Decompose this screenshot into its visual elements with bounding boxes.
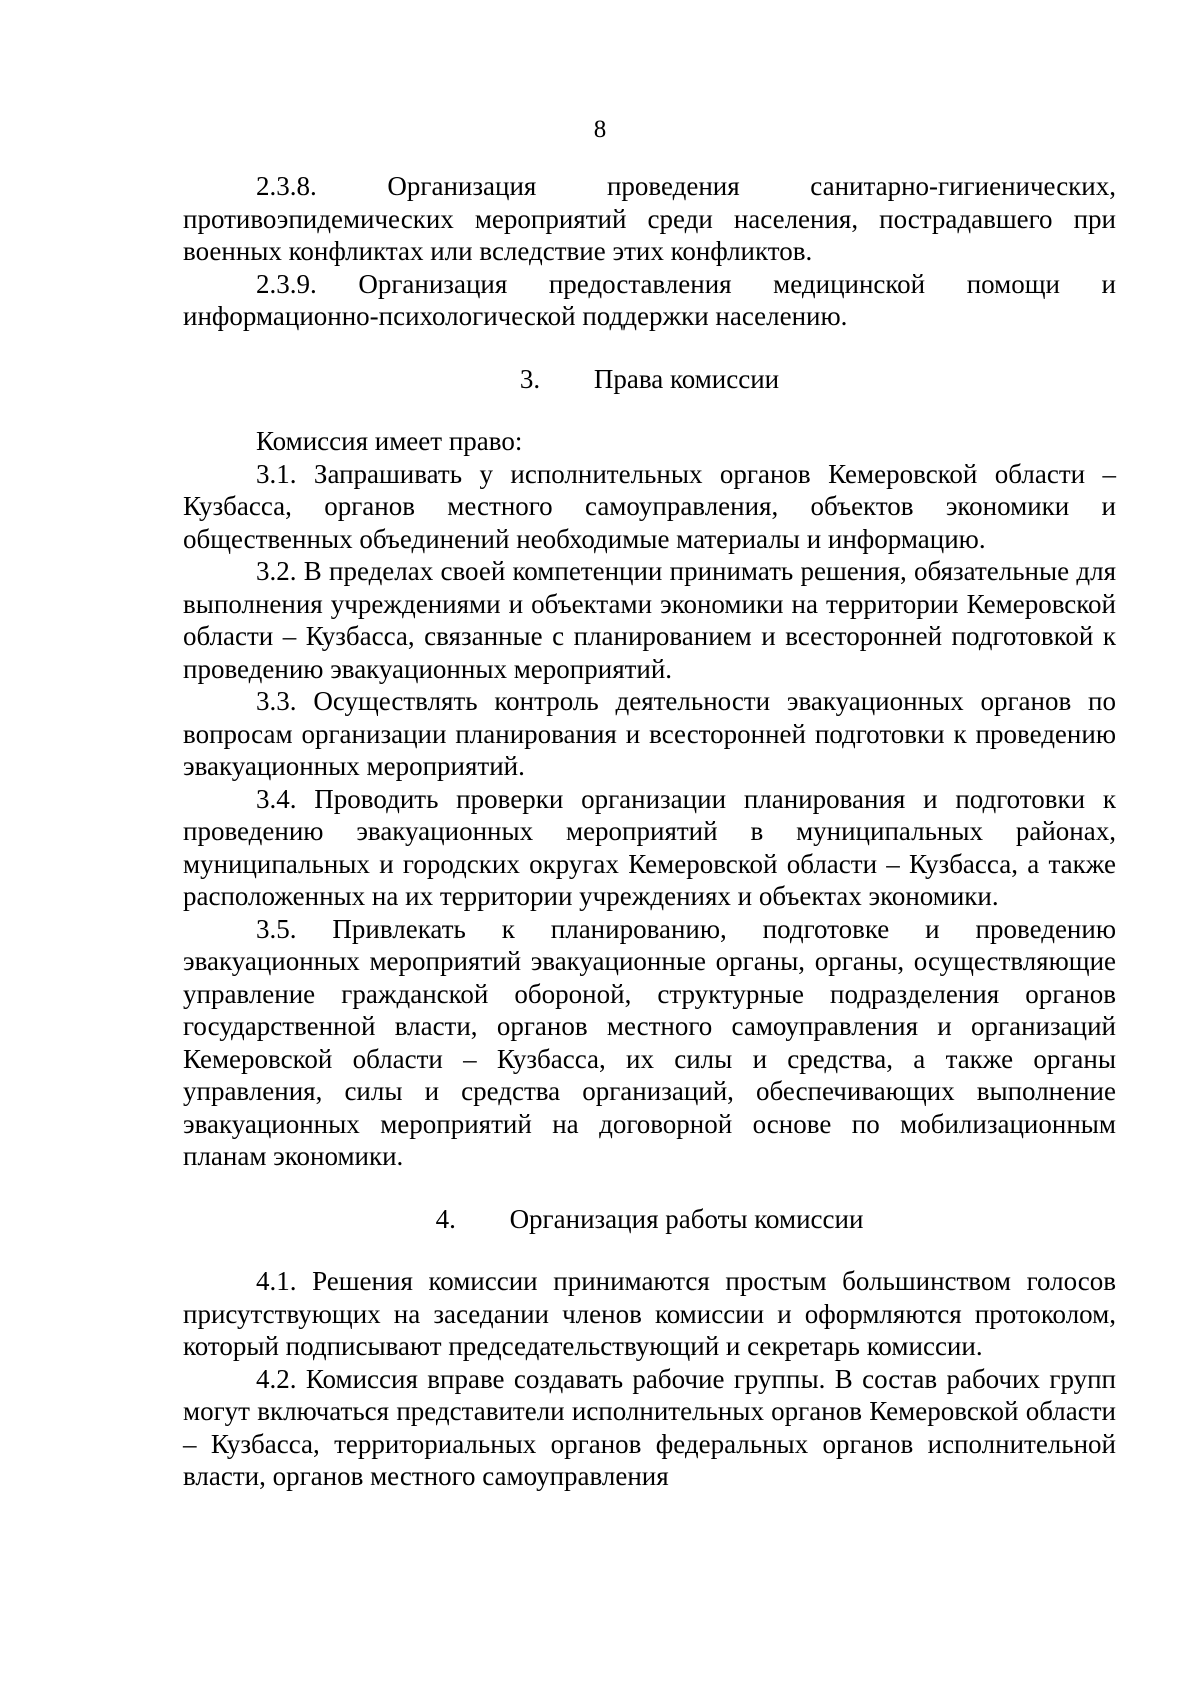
section-number: 3. <box>519 363 541 394</box>
section-title: Права комиссии <box>593 363 780 394</box>
section-number: 4. <box>435 1203 456 1234</box>
paragraph-3-2: 3.2. В пределах своей компетенции принимать решения, обязательные для выполнения учреждениями и объектами экономики на территории Кемеровской области – Кузбасса, связанные с планированием и всесторонней подготовкой к проведению эвакуационных мероприятий. <box>183 556 1116 684</box>
section-heading-4 <box>183 1203 1116 1236</box>
paragraph-3-5: 3.5. Привлекать к планированию, подготовке и проведению эвакуационных мероприятий эвакуационные органы, органы, осуществляющие управление гражданской обороной, структурные подразделения органов государственной власти, органов местного самоуправления и организаций Кемеровской области – Кузбасса, их силы и средства, а также органы управления, силы и средства организаций, обеспечивающих выполнение эвакуационных мероприятий на договорной основе по мобилизационным планам экономики. <box>183 913 1116 1171</box>
document-body <box>183 170 1116 1493</box>
paragraph-2-3-8: 2.3.8. Организация проведения санитарно-гигиенических, противоэпидемических мероприятий среди населения, пострадавшего при военных конфликтах или вследствие этих конфликтов. <box>183 171 1116 266</box>
paragraph-2-3-9: 2.3.9. Организация предоставления медицинской помощи и информационно-психологической поддержки населению. <box>183 268 1116 331</box>
paragraph-4-1: 4.1. Решения комиссии принимаются простым большинством голосов присутствующих на заседании членов комиссии и оформляются протоколом, который подписывают председательствующий и секретарь комиссии. <box>183 1266 1116 1361</box>
section-title: Организация работы комиссии <box>509 1203 864 1234</box>
spacer <box>183 1235 1116 1265</box>
section-heading-3 <box>183 363 1116 396</box>
paragraph-3-1: 3.1. Запрашивать у исполнительных органов Кемеровской области – Кузбасса, органов местного самоуправления, объектов экономики и общественных объединений необходимые материалы и информацию. <box>183 458 1116 554</box>
spacer <box>183 333 1116 363</box>
spacer <box>183 1173 1116 1203</box>
spacer <box>183 395 1116 425</box>
page-number: 8 <box>593 116 607 143</box>
paragraph-4-2: 4.2. Комиссия вправе создавать рабочие группы. В состав рабочих групп могут включаться представители исполнительных органов Кемеровской области – Кузбасса, территориальных органов федеральных органов исполнительной власти, органов местного самоуправления <box>183 1363 1116 1491</box>
paragraph-3-4: 3.4. Проводить проверки организации планирования и подготовки к проведению эвакуационных мероприятий в муниципальных районах, муниципальных и городских округах Кемеровской области – Кузбасса, а также расположенных на их территории учреждениях и объектах экономики. <box>183 783 1116 911</box>
paragraph-intro: Комиссия имеет право: <box>256 426 523 456</box>
paragraph-3-3: 3.3. Осуществлять контроль деятельности эвакуационных органов по вопросам организации планирования и всесторонней подготовки к проведению эвакуационных мероприятий. <box>183 686 1116 781</box>
